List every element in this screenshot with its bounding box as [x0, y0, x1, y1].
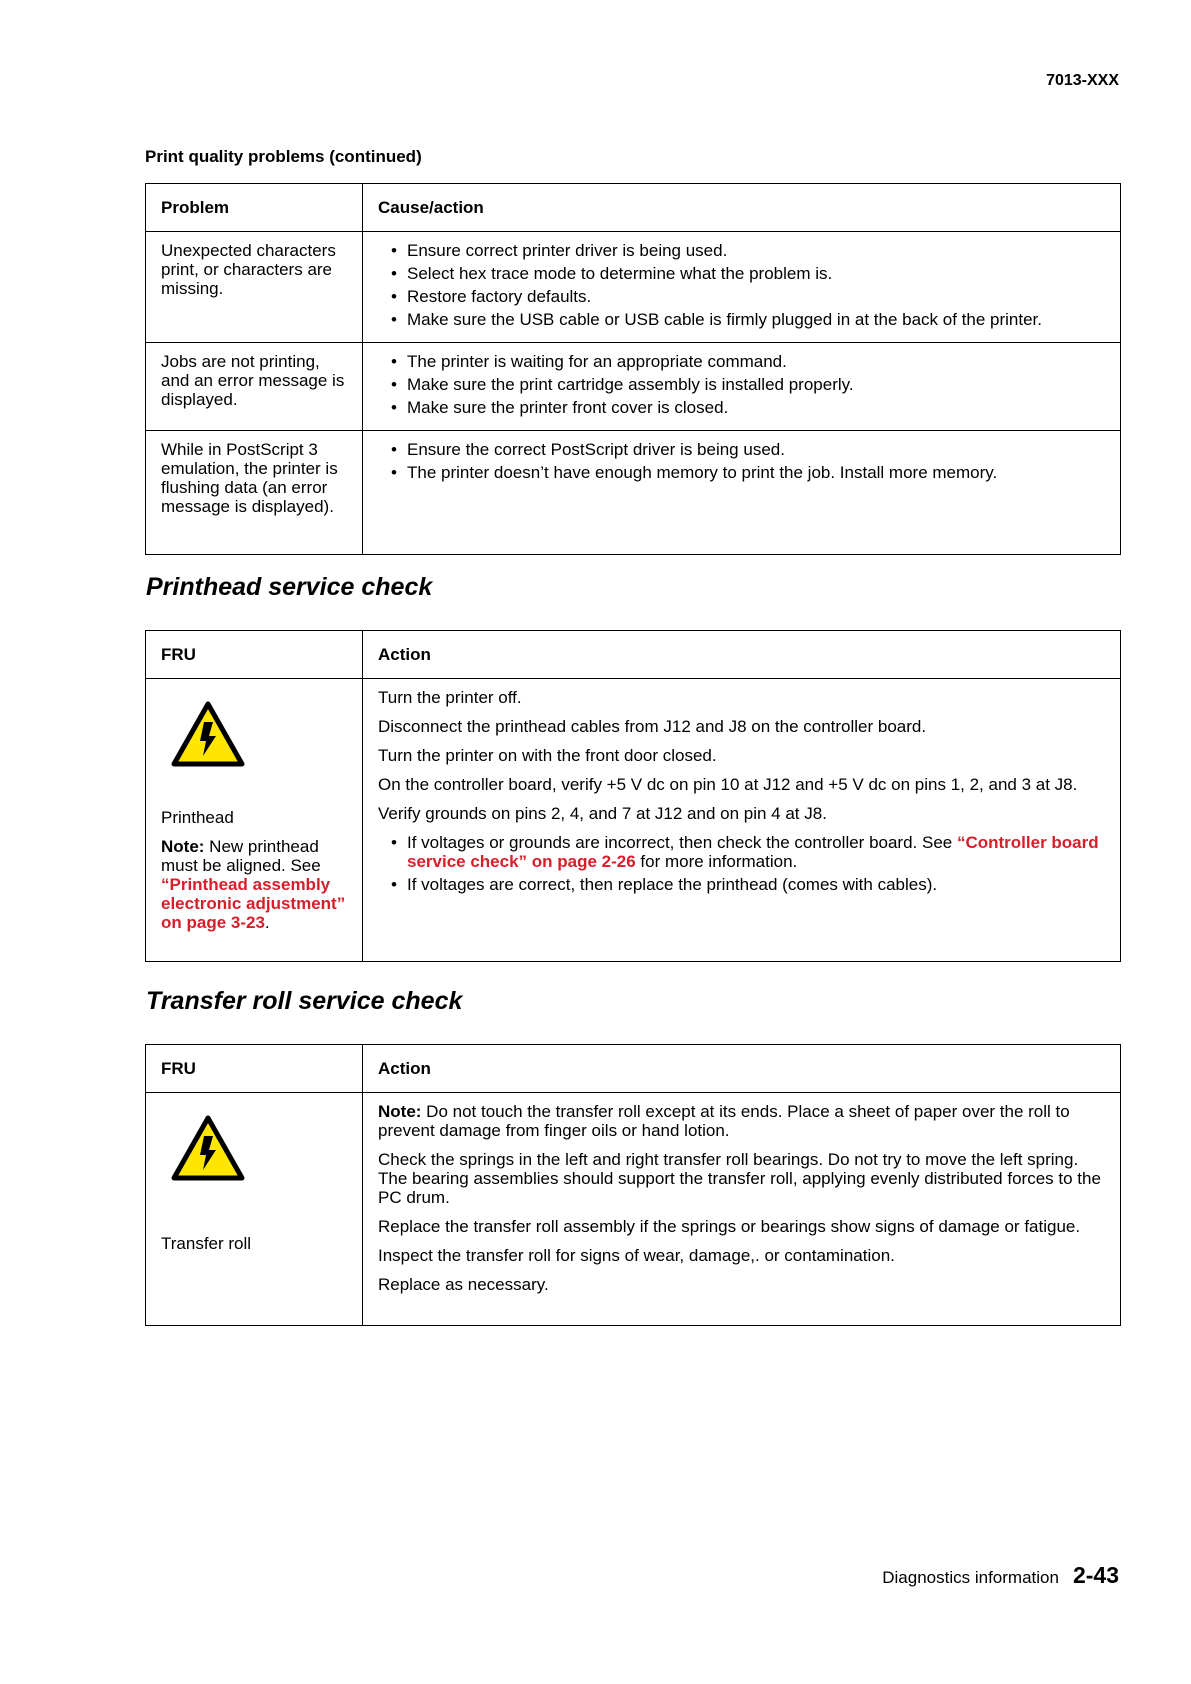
footer-section: Diagnostics information — [882, 1568, 1059, 1587]
action-step: Inspect the transfer roll for signs of wear, damage,. or contamination. — [378, 1246, 895, 1265]
action-item: • Make sure the USB cable or USB cable is firmly plugged in at the back of the printer. — [378, 310, 1105, 329]
table-header-row — [146, 1045, 1121, 1093]
page-number: 2-43 — [1072, 1562, 1119, 1588]
note-label: Note: — [378, 1102, 422, 1121]
action-note — [378, 1102, 1105, 1140]
action-item: • Make sure the print cartridge assembly is installed properly. — [378, 375, 1105, 394]
problem-cell: Jobs are not printing, and an error message is displayed. — [146, 343, 363, 431]
fru-note — [161, 837, 347, 932]
section-title-printhead: Printhead service check — [146, 573, 433, 601]
table-row — [146, 431, 1121, 555]
action-item: • Select hex trace mode to determine what the problem is. — [378, 264, 1105, 283]
action-item: • The printer doesn’t have enough memory to print the job. Install more memory. — [378, 463, 1105, 482]
fru-cell — [146, 679, 363, 962]
table-caption: Print quality problems (continued) — [145, 147, 422, 166]
controller-board-link[interactable]: “Controller board service check” on page 2-26 — [407, 833, 1099, 871]
action-item: • Ensure the correct PostScript driver is being used. — [378, 440, 1105, 459]
table-row — [146, 343, 1121, 431]
action-item: • Restore factory defaults. — [378, 287, 1105, 306]
transfer-roll-table — [145, 1044, 1121, 1326]
printhead-table — [145, 630, 1121, 962]
action-step: Verify grounds on pins 2, 4, and 7 at J12 and on pin 4 at J8. — [378, 804, 827, 823]
action-step: Replace the transfer roll assembly if the springs or bearings show signs of damage or fatigue. — [378, 1217, 1081, 1236]
header-action: Action — [363, 1045, 1121, 1093]
action-step: Disconnect the printhead cables from J12 and J8 on the controller board. — [378, 717, 927, 736]
header-cause-action: Cause/action — [363, 184, 1121, 232]
table-row — [146, 679, 1121, 962]
note-text: Do not touch the transfer roll except at its ends. Place a sheet of paper over the roll to prevent damage from finger oils or hand lotion. — [378, 1102, 1070, 1140]
action-item: • Ensure correct printer driver is being used. — [378, 241, 1105, 260]
action-item: • The printer is waiting for an appropriate command. — [378, 352, 1105, 371]
action-step: Turn the printer on with the front door closed. — [378, 746, 717, 765]
problem-cell: While in PostScript 3 emulation, the printer is flushing data (an error message is displayed). — [146, 431, 363, 555]
action-step: Turn the printer off. — [378, 688, 522, 707]
print-quality-table — [145, 183, 1121, 555]
action-cell — [363, 679, 1121, 962]
electrical-hazard-icon — [171, 1114, 245, 1182]
fru-name: Printhead — [161, 808, 234, 827]
problem-cell: Unexpected characters print, or characters are missing. — [146, 232, 363, 343]
note-text: New printhead must be aligned. See — [161, 837, 321, 875]
action-step: On the controller board, verify +5 V dc on pin 10 at J12 and +5 V dc on pins 1, 2, and 3 at J8. — [378, 775, 1078, 794]
printhead-adjustment-link[interactable]: “Printhead assembly electronic adjustment” on page 3-23 — [161, 875, 346, 932]
action-item: • If voltages are correct, then replace the printhead (comes with cables). — [378, 875, 1105, 894]
action-cell — [363, 431, 1121, 555]
table-row — [146, 232, 1121, 343]
page-footer — [882, 1562, 1119, 1589]
action-item — [378, 833, 1105, 871]
note-label: Note: — [161, 837, 205, 856]
electrical-hazard-icon — [171, 700, 245, 768]
action-step: Replace as necessary. — [378, 1275, 549, 1294]
header-fru: FRU — [146, 631, 363, 679]
bullet-text: If voltages or grounds are incorrect, then check the controller board. See — [407, 833, 957, 852]
action-item: • Make sure the printer front cover is closed. — [378, 398, 1105, 417]
document-id: 7013-XXX — [1046, 72, 1119, 89]
table-header-row — [146, 631, 1121, 679]
section-title-transfer-roll: Transfer roll service check — [146, 987, 463, 1015]
bullet-text: for more information. — [635, 852, 798, 871]
header-action: Action — [363, 631, 1121, 679]
fru-cell — [146, 1093, 363, 1326]
fru-name: Transfer roll — [161, 1234, 252, 1253]
action-cell — [363, 232, 1121, 343]
action-cell — [363, 1093, 1121, 1326]
table-header-row — [146, 184, 1121, 232]
action-cell — [363, 343, 1121, 431]
header-problem: Problem — [146, 184, 363, 232]
header-fru: FRU — [146, 1045, 363, 1093]
note-end: . — [264, 913, 270, 932]
action-step: Check the springs in the left and right transfer roll bearings. Do not try to move the left spring. The bearing assemblies should support the transfer roll, applying evenly distributed forces to the PC drum. — [378, 1150, 1101, 1207]
table-row — [146, 1093, 1121, 1326]
